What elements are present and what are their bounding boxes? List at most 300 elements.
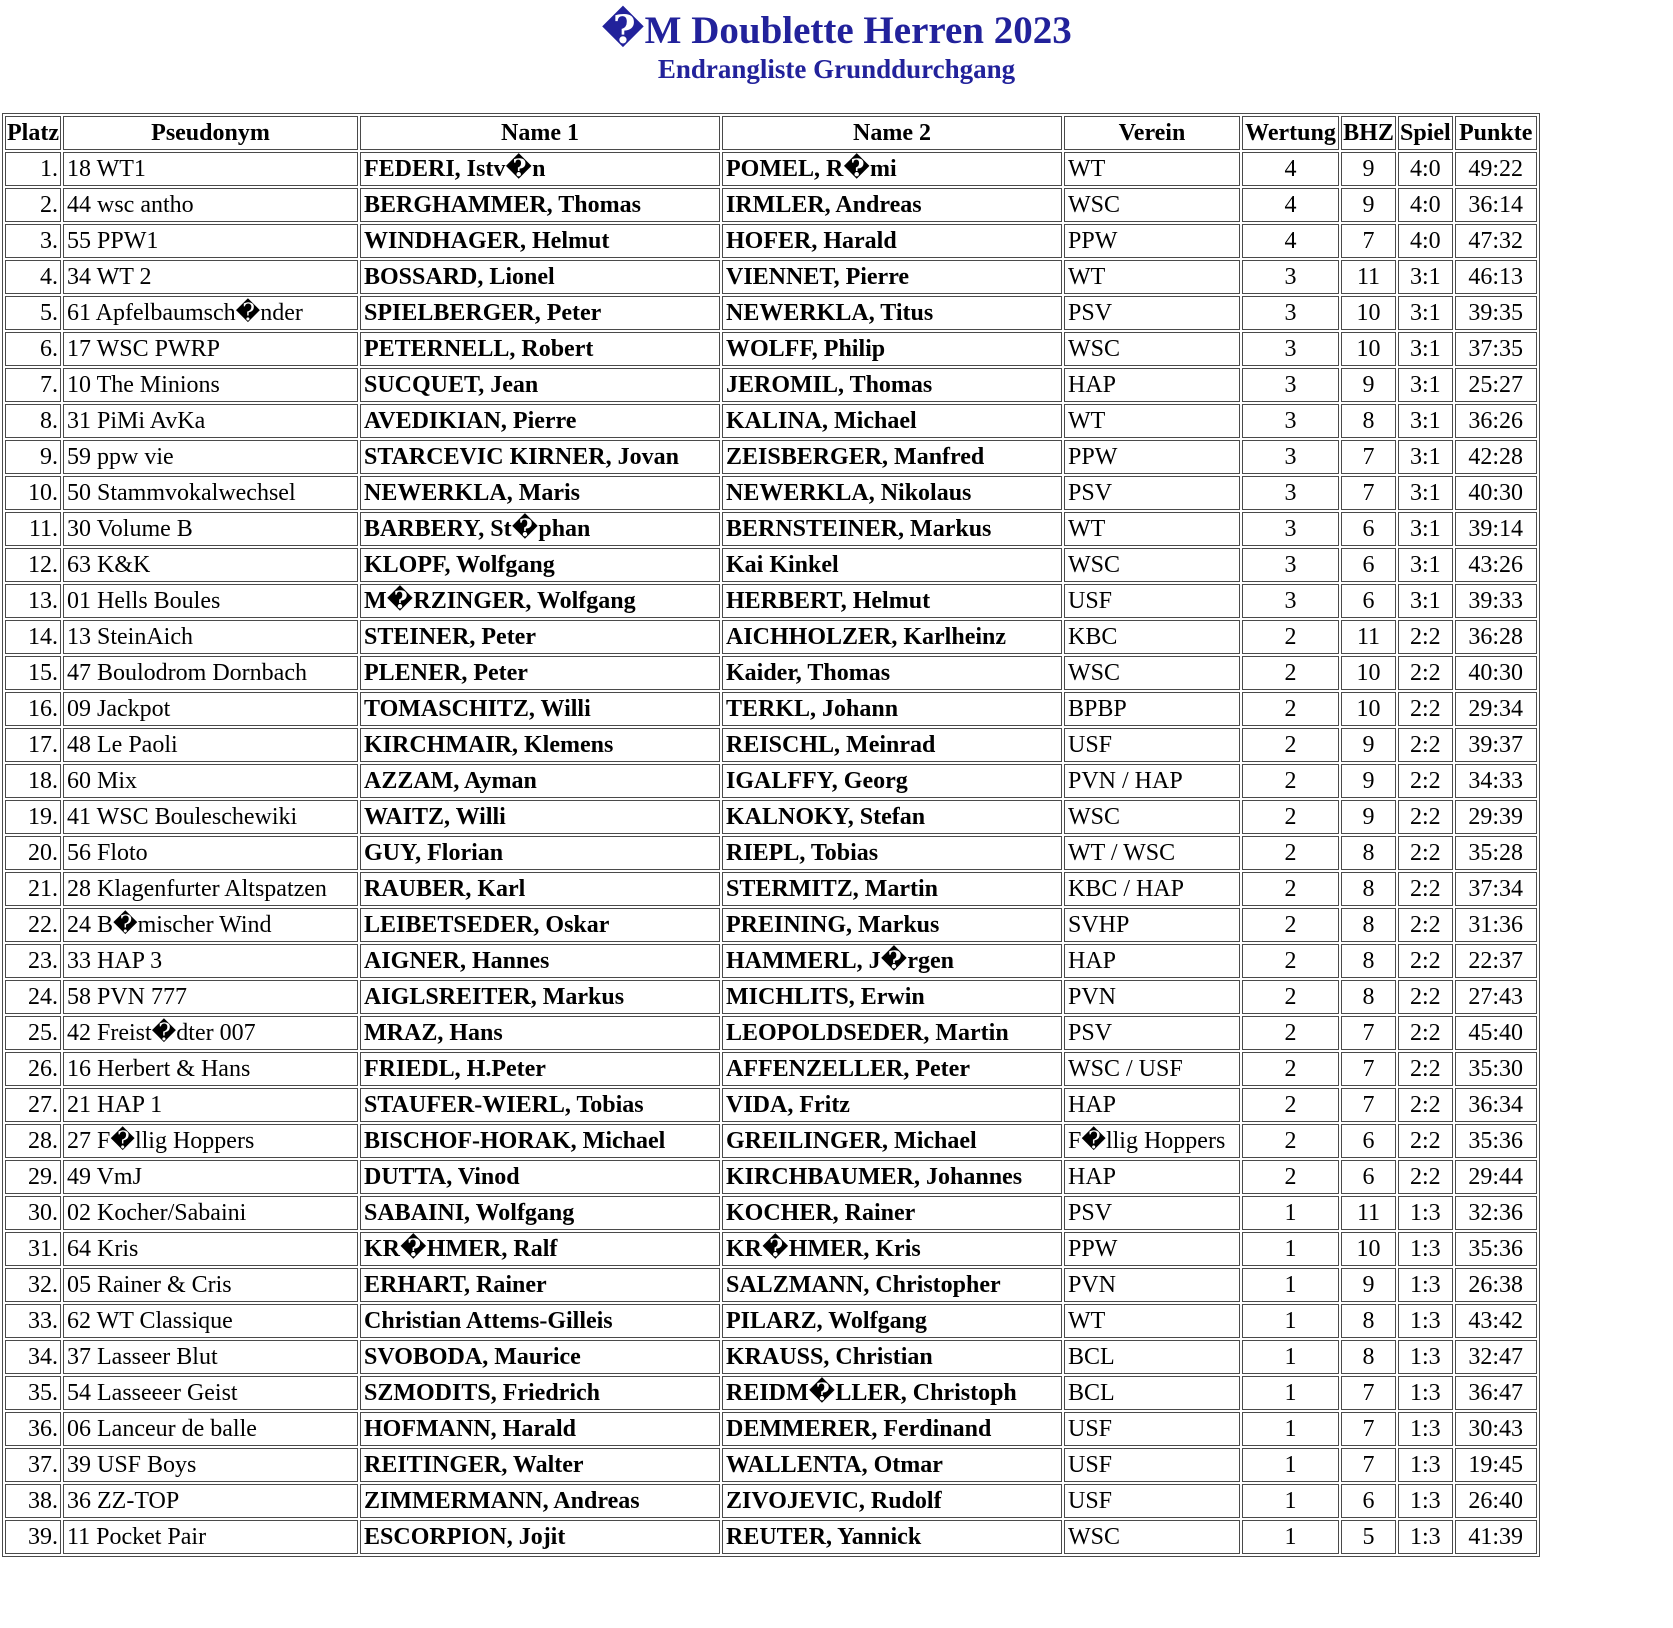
name2-cell: HERBERT, Helmut <box>722 584 1062 618</box>
spiel-cell: 1:3 <box>1398 1412 1453 1446</box>
bhz-cell: 11 <box>1341 620 1396 654</box>
table-row <box>5 512 1537 546</box>
table-row <box>5 1052 1537 1086</box>
page-title: �M Doublette Herren 2023 <box>601 9 1072 52</box>
spiel-cell: 3:1 <box>1398 476 1453 510</box>
spiel-cell: 3:1 <box>1398 260 1453 294</box>
verein-cell: WSC <box>1064 188 1240 222</box>
pseudonym-cell: 30 Volume B <box>63 512 358 546</box>
verein-cell: WSC <box>1064 332 1240 366</box>
bhz-cell: 7 <box>1341 224 1396 258</box>
platz-cell: 37. <box>5 1448 61 1482</box>
verein-cell: USF <box>1064 1484 1240 1518</box>
verein-cell: WSC <box>1064 548 1240 582</box>
punkte-cell: 36:34 <box>1455 1088 1537 1122</box>
bhz-cell: 6 <box>1341 1160 1396 1194</box>
bhz-cell: 8 <box>1341 836 1396 870</box>
bhz-cell: 10 <box>1341 656 1396 690</box>
name2-cell: AICHHOLZER, Karlheinz <box>722 620 1062 654</box>
name2-cell: WALLENTA, Otmar <box>722 1448 1062 1482</box>
bhz-cell: 7 <box>1341 1412 1396 1446</box>
punkte-cell: 35:28 <box>1455 836 1537 870</box>
spiel-cell: 2:2 <box>1398 1052 1453 1086</box>
name2-cell: MICHLITS, Erwin <box>722 980 1062 1014</box>
verein-cell: BCL <box>1064 1376 1240 1410</box>
platz-cell: 12. <box>5 548 61 582</box>
wertung-cell: 4 <box>1242 152 1339 186</box>
table-row <box>5 692 1537 726</box>
bhz-cell: 9 <box>1341 800 1396 834</box>
verein-cell: WT <box>1064 512 1240 546</box>
pseudonym-cell: 13 SteinAich <box>63 620 358 654</box>
spiel-cell: 3:1 <box>1398 440 1453 474</box>
platz-cell: 15. <box>5 656 61 690</box>
pseudonym-cell: 05 Rainer & Cris <box>63 1268 358 1302</box>
wertung-cell: 3 <box>1242 512 1339 546</box>
platz-cell: 21. <box>5 872 61 906</box>
punkte-cell: 43:42 <box>1455 1304 1537 1338</box>
spiel-cell: 1:3 <box>1398 1340 1453 1374</box>
pseudonym-cell: 54 Lasseeer Geist <box>63 1376 358 1410</box>
pseudonym-cell: 18 WT1 <box>63 152 358 186</box>
bhz-cell: 6 <box>1341 1124 1396 1158</box>
table-row <box>5 1520 1537 1554</box>
bhz-cell: 7 <box>1341 1088 1396 1122</box>
bhz-cell: 6 <box>1341 584 1396 618</box>
spiel-cell: 2:2 <box>1398 872 1453 906</box>
spiel-cell: 1:3 <box>1398 1376 1453 1410</box>
pseudonym-cell: 49 VmJ <box>63 1160 358 1194</box>
pseudonym-cell: 17 WSC PWRP <box>63 332 358 366</box>
column-header-pseudonym: Pseudonym <box>63 116 358 150</box>
name2-cell: Kaider, Thomas <box>722 656 1062 690</box>
bhz-cell: 10 <box>1341 1232 1396 1266</box>
punkte-cell: 32:36 <box>1455 1196 1537 1230</box>
punkte-cell: 36:26 <box>1455 404 1537 438</box>
wertung-cell: 2 <box>1242 908 1339 942</box>
bhz-cell: 9 <box>1341 152 1396 186</box>
wertung-cell: 3 <box>1242 296 1339 330</box>
verein-cell: SVHP <box>1064 908 1240 942</box>
pseudonym-cell: 34 WT 2 <box>63 260 358 294</box>
name2-cell: KRAUSS, Christian <box>722 1340 1062 1374</box>
pseudonym-cell: 50 Stammvokalwechsel <box>63 476 358 510</box>
name1-cell: KIRCHMAIR, Klemens <box>360 728 720 762</box>
verein-cell: HAP <box>1064 1088 1240 1122</box>
table-row <box>5 764 1537 798</box>
pseudonym-cell: 06 Lanceur de balle <box>63 1412 358 1446</box>
pseudonym-cell: 01 Hells Boules <box>63 584 358 618</box>
table-row <box>5 332 1537 366</box>
punkte-cell: 36:14 <box>1455 188 1537 222</box>
name1-cell: STAUFER-WIERL, Tobias <box>360 1088 720 1122</box>
wertung-cell: 4 <box>1242 224 1339 258</box>
pseudonym-cell: 55 PPW1 <box>63 224 358 258</box>
spiel-cell: 1:3 <box>1398 1304 1453 1338</box>
table-row <box>5 1196 1537 1230</box>
name2-cell: RIEPL, Tobias <box>722 836 1062 870</box>
wertung-cell: 2 <box>1242 692 1339 726</box>
bhz-cell: 7 <box>1341 476 1396 510</box>
name1-cell: REITINGER, Walter <box>360 1448 720 1482</box>
spiel-cell: 2:2 <box>1398 764 1453 798</box>
name2-cell: REIDM�LLER, Christoph <box>722 1376 1062 1410</box>
spiel-cell: 4:0 <box>1398 152 1453 186</box>
punkte-cell: 29:39 <box>1455 800 1537 834</box>
verein-cell: HAP <box>1064 368 1240 402</box>
table-row <box>5 224 1537 258</box>
name2-cell: NEWERKLA, Nikolaus <box>722 476 1062 510</box>
spiel-cell: 3:1 <box>1398 368 1453 402</box>
verein-cell: PPW <box>1064 1232 1240 1266</box>
pseudonym-cell: 33 HAP 3 <box>63 944 358 978</box>
platz-cell: 14. <box>5 620 61 654</box>
pseudonym-cell: 64 Kris <box>63 1232 358 1266</box>
verein-cell: USF <box>1064 728 1240 762</box>
punkte-cell: 40:30 <box>1455 476 1537 510</box>
bhz-cell: 10 <box>1341 692 1396 726</box>
name2-cell: SALZMANN, Christopher <box>722 1268 1062 1302</box>
name1-cell: PETERNELL, Robert <box>360 332 720 366</box>
table-row <box>5 1160 1537 1194</box>
wertung-cell: 3 <box>1242 440 1339 474</box>
table-row <box>5 584 1537 618</box>
punkte-cell: 40:30 <box>1455 656 1537 690</box>
verein-cell: USF <box>1064 584 1240 618</box>
name1-cell: KR�HMER, Ralf <box>360 1232 720 1266</box>
verein-cell: WT / WSC <box>1064 836 1240 870</box>
platz-cell: 17. <box>5 728 61 762</box>
name2-cell: GREILINGER, Michael <box>722 1124 1062 1158</box>
page-subtitle: Endrangliste Grunddurchgang <box>657 54 1016 84</box>
verein-cell: PPW <box>1064 440 1240 474</box>
name1-cell: SPIELBERGER, Peter <box>360 296 720 330</box>
table-row <box>5 1124 1537 1158</box>
wertung-cell: 2 <box>1242 620 1339 654</box>
platz-cell: 3. <box>5 224 61 258</box>
name1-cell: STARCEVIC KIRNER, Jovan <box>360 440 720 474</box>
spiel-cell: 2:2 <box>1398 728 1453 762</box>
pseudonym-cell: 36 ZZ-TOP <box>63 1484 358 1518</box>
pseudonym-cell: 21 HAP 1 <box>63 1088 358 1122</box>
name1-cell: AZZAM, Ayman <box>360 764 720 798</box>
table-row <box>5 152 1537 186</box>
punkte-cell: 37:34 <box>1455 872 1537 906</box>
wertung-cell: 2 <box>1242 800 1339 834</box>
verein-cell: BCL <box>1064 1340 1240 1374</box>
wertung-cell: 2 <box>1242 1088 1339 1122</box>
column-header-name1: Name 1 <box>360 116 720 150</box>
table-row <box>5 872 1537 906</box>
wertung-cell: 1 <box>1242 1520 1339 1554</box>
name1-cell: ZIMMERMANN, Andreas <box>360 1484 720 1518</box>
pseudonym-cell: 16 Herbert & Hans <box>63 1052 358 1086</box>
wertung-cell: 1 <box>1242 1268 1339 1302</box>
pseudonym-cell: 39 USF Boys <box>63 1448 358 1482</box>
platz-cell: 10. <box>5 476 61 510</box>
wertung-cell: 1 <box>1242 1232 1339 1266</box>
platz-cell: 24. <box>5 980 61 1014</box>
verein-cell: WT <box>1064 404 1240 438</box>
bhz-cell: 10 <box>1341 332 1396 366</box>
bhz-cell: 11 <box>1341 1196 1396 1230</box>
wertung-cell: 2 <box>1242 836 1339 870</box>
spiel-cell: 2:2 <box>1398 836 1453 870</box>
wertung-cell: 1 <box>1242 1196 1339 1230</box>
punkte-cell: 35:36 <box>1455 1124 1537 1158</box>
table-row <box>5 1304 1537 1338</box>
verein-cell: WT <box>1064 152 1240 186</box>
wertung-cell: 2 <box>1242 944 1339 978</box>
bhz-cell: 6 <box>1341 1484 1396 1518</box>
punkte-cell: 49:22 <box>1455 152 1537 186</box>
bhz-cell: 9 <box>1341 188 1396 222</box>
table-row <box>5 800 1537 834</box>
name2-cell: REISCHL, Meinrad <box>722 728 1062 762</box>
wertung-cell: 3 <box>1242 332 1339 366</box>
name1-cell: M�RZINGER, Wolfgang <box>360 584 720 618</box>
name2-cell: Kai Kinkel <box>722 548 1062 582</box>
wertung-cell: 3 <box>1242 584 1339 618</box>
bhz-cell: 9 <box>1341 764 1396 798</box>
platz-cell: 23. <box>5 944 61 978</box>
punkte-cell: 39:35 <box>1455 296 1537 330</box>
bhz-cell: 8 <box>1341 908 1396 942</box>
table-row <box>5 1376 1537 1410</box>
name1-cell: WINDHAGER, Helmut <box>360 224 720 258</box>
pseudonym-cell: 60 Mix <box>63 764 358 798</box>
spiel-cell: 1:3 <box>1398 1196 1453 1230</box>
punkte-cell: 26:38 <box>1455 1268 1537 1302</box>
table-row <box>5 1088 1537 1122</box>
bhz-cell: 9 <box>1341 1268 1396 1302</box>
platz-cell: 35. <box>5 1376 61 1410</box>
name1-cell: FRIEDL, H.Peter <box>360 1052 720 1086</box>
wertung-cell: 2 <box>1242 980 1339 1014</box>
table-row <box>5 1484 1537 1518</box>
punkte-cell: 26:40 <box>1455 1484 1537 1518</box>
bhz-cell: 5 <box>1341 1520 1396 1554</box>
platz-cell: 33. <box>5 1304 61 1338</box>
spiel-cell: 2:2 <box>1398 908 1453 942</box>
bhz-cell: 9 <box>1341 728 1396 762</box>
platz-cell: 36. <box>5 1412 61 1446</box>
pseudonym-cell: 58 PVN 777 <box>63 980 358 1014</box>
name2-cell: LEOPOLDSEDER, Martin <box>722 1016 1062 1050</box>
bhz-cell: 10 <box>1341 296 1396 330</box>
wertung-cell: 2 <box>1242 872 1339 906</box>
spiel-cell: 1:3 <box>1398 1448 1453 1482</box>
bhz-cell: 8 <box>1341 944 1396 978</box>
verein-cell: F�llig Hoppers <box>1064 1124 1240 1158</box>
name1-cell: BISCHOF-HORAK, Michael <box>360 1124 720 1158</box>
bhz-cell: 7 <box>1341 1052 1396 1086</box>
platz-cell: 34. <box>5 1340 61 1374</box>
name1-cell: SABAINI, Wolfgang <box>360 1196 720 1230</box>
bhz-cell: 8 <box>1341 404 1396 438</box>
spiel-cell: 4:0 <box>1398 224 1453 258</box>
punkte-cell: 45:40 <box>1455 1016 1537 1050</box>
pseudonym-cell: 31 PiMi AvKa <box>63 404 358 438</box>
platz-cell: 11. <box>5 512 61 546</box>
platz-cell: 20. <box>5 836 61 870</box>
pseudonym-cell: 10 The Minions <box>63 368 358 402</box>
table-row <box>5 944 1537 978</box>
table-row <box>5 188 1537 222</box>
bhz-cell: 7 <box>1341 1448 1396 1482</box>
pseudonym-cell: 59 ppw vie <box>63 440 358 474</box>
spiel-cell: 2:2 <box>1398 620 1453 654</box>
pseudonym-cell: 41 WSC Bouleschewiki <box>63 800 358 834</box>
name2-cell: KR�HMER, Kris <box>722 1232 1062 1266</box>
name2-cell: NEWERKLA, Titus <box>722 296 1062 330</box>
platz-cell: 32. <box>5 1268 61 1302</box>
spiel-cell: 2:2 <box>1398 980 1453 1014</box>
spiel-cell: 2:2 <box>1398 800 1453 834</box>
name1-cell: BERGHAMMER, Thomas <box>360 188 720 222</box>
results-table <box>2 113 1540 1557</box>
name2-cell: WOLFF, Philip <box>722 332 1062 366</box>
punkte-cell: 22:37 <box>1455 944 1537 978</box>
table-row <box>5 548 1537 582</box>
platz-cell: 19. <box>5 800 61 834</box>
table-row <box>5 476 1537 510</box>
results-table-body <box>5 152 1537 1554</box>
wertung-cell: 1 <box>1242 1484 1339 1518</box>
name2-cell: IRMLER, Andreas <box>722 188 1062 222</box>
punkte-cell: 39:14 <box>1455 512 1537 546</box>
table-row <box>5 296 1537 330</box>
spiel-cell: 2:2 <box>1398 656 1453 690</box>
platz-cell: 38. <box>5 1484 61 1518</box>
punkte-cell: 47:32 <box>1455 224 1537 258</box>
platz-cell: 39. <box>5 1520 61 1554</box>
punkte-cell: 36:47 <box>1455 1376 1537 1410</box>
pseudonym-cell: 28 Klagenfurter Altspatzen <box>63 872 358 906</box>
table-row <box>5 980 1537 1014</box>
name1-cell: ERHART, Rainer <box>360 1268 720 1302</box>
pseudonym-cell: 61 Apfelbaumsch�nder <box>63 296 358 330</box>
bhz-cell: 7 <box>1341 1016 1396 1050</box>
platz-cell: 25. <box>5 1016 61 1050</box>
wertung-cell: 2 <box>1242 1160 1339 1194</box>
punkte-cell: 39:33 <box>1455 584 1537 618</box>
table-row <box>5 1232 1537 1266</box>
verein-cell: PPW <box>1064 224 1240 258</box>
pseudonym-cell: 63 K&K <box>63 548 358 582</box>
platz-cell: 26. <box>5 1052 61 1086</box>
spiel-cell: 1:3 <box>1398 1268 1453 1302</box>
name1-cell: SUCQUET, Jean <box>360 368 720 402</box>
platz-cell: 9. <box>5 440 61 474</box>
wertung-cell: 1 <box>1242 1304 1339 1338</box>
table-row <box>5 440 1537 474</box>
punkte-cell: 36:28 <box>1455 620 1537 654</box>
platz-cell: 2. <box>5 188 61 222</box>
name2-cell: IGALFFY, Georg <box>722 764 1062 798</box>
spiel-cell: 3:1 <box>1398 512 1453 546</box>
punkte-cell: 39:37 <box>1455 728 1537 762</box>
table-row <box>5 1268 1537 1302</box>
name1-cell: HOFMANN, Harald <box>360 1412 720 1446</box>
platz-cell: 28. <box>5 1124 61 1158</box>
spiel-cell: 1:3 <box>1398 1520 1453 1554</box>
platz-cell: 30. <box>5 1196 61 1230</box>
name2-cell: HAMMERL, J�rgen <box>722 944 1062 978</box>
name1-cell: WAITZ, Willi <box>360 800 720 834</box>
pseudonym-cell: 37 Lasseer Blut <box>63 1340 358 1374</box>
spiel-cell: 2:2 <box>1398 1088 1453 1122</box>
platz-cell: 18. <box>5 764 61 798</box>
platz-cell: 27. <box>5 1088 61 1122</box>
name1-cell: PLENER, Peter <box>360 656 720 690</box>
verein-cell: PSV <box>1064 296 1240 330</box>
wertung-cell: 3 <box>1242 404 1339 438</box>
column-header-verein: Verein <box>1064 116 1240 150</box>
wertung-cell: 2 <box>1242 764 1339 798</box>
wertung-cell: 2 <box>1242 1124 1339 1158</box>
name1-cell: KLOPF, Wolfgang <box>360 548 720 582</box>
verein-cell: WSC <box>1064 1520 1240 1554</box>
platz-cell: 1. <box>5 152 61 186</box>
name1-cell: SZMODITS, Friedrich <box>360 1376 720 1410</box>
table-row <box>5 1448 1537 1482</box>
table-header-row <box>5 116 1537 150</box>
wertung-cell: 1 <box>1242 1412 1339 1446</box>
name2-cell: HOFER, Harald <box>722 224 1062 258</box>
pseudonym-cell: 09 Jackpot <box>63 692 358 726</box>
bhz-cell: 8 <box>1341 1340 1396 1374</box>
punkte-cell: 31:36 <box>1455 908 1537 942</box>
name1-cell: STEINER, Peter <box>360 620 720 654</box>
name2-cell: AFFENZELLER, Peter <box>722 1052 1062 1086</box>
platz-cell: 16. <box>5 692 61 726</box>
verein-cell: WSC / USF <box>1064 1052 1240 1086</box>
pseudonym-cell: 27 F�llig Hoppers <box>63 1124 358 1158</box>
verein-cell: PSV <box>1064 476 1240 510</box>
table-row <box>5 404 1537 438</box>
bhz-cell: 6 <box>1341 512 1396 546</box>
bhz-cell: 8 <box>1341 980 1396 1014</box>
name1-cell: LEIBETSEDER, Oskar <box>360 908 720 942</box>
verein-cell: KBC <box>1064 620 1240 654</box>
name1-cell: RAUBER, Karl <box>360 872 720 906</box>
punkte-cell: 30:43 <box>1455 1412 1537 1446</box>
bhz-cell: 7 <box>1341 1376 1396 1410</box>
punkte-cell: 41:39 <box>1455 1520 1537 1554</box>
name2-cell: KALNOKY, Stefan <box>722 800 1062 834</box>
punkte-cell: 27:43 <box>1455 980 1537 1014</box>
name2-cell: PILARZ, Wolfgang <box>722 1304 1062 1338</box>
name1-cell: AIGLSREITER, Markus <box>360 980 720 1014</box>
verein-cell: BPBP <box>1064 692 1240 726</box>
name2-cell: ZEISBERGER, Manfred <box>722 440 1062 474</box>
spiel-cell: 2:2 <box>1398 944 1453 978</box>
punkte-cell: 29:34 <box>1455 692 1537 726</box>
spiel-cell: 4:0 <box>1398 188 1453 222</box>
platz-cell: 22. <box>5 908 61 942</box>
column-header-bhz: BHZ <box>1341 116 1396 150</box>
name2-cell: TERKL, Johann <box>722 692 1062 726</box>
pseudonym-cell: 47 Boulodrom Dornbach <box>63 656 358 690</box>
column-header-spiel: Spiel <box>1398 116 1453 150</box>
punkte-cell: 25:27 <box>1455 368 1537 402</box>
pseudonym-cell: 42 Freist�dter 007 <box>63 1016 358 1050</box>
name1-cell: TOMASCHITZ, Willi <box>360 692 720 726</box>
bhz-cell: 6 <box>1341 548 1396 582</box>
name2-cell: KOCHER, Rainer <box>722 1196 1062 1230</box>
platz-cell: 4. <box>5 260 61 294</box>
